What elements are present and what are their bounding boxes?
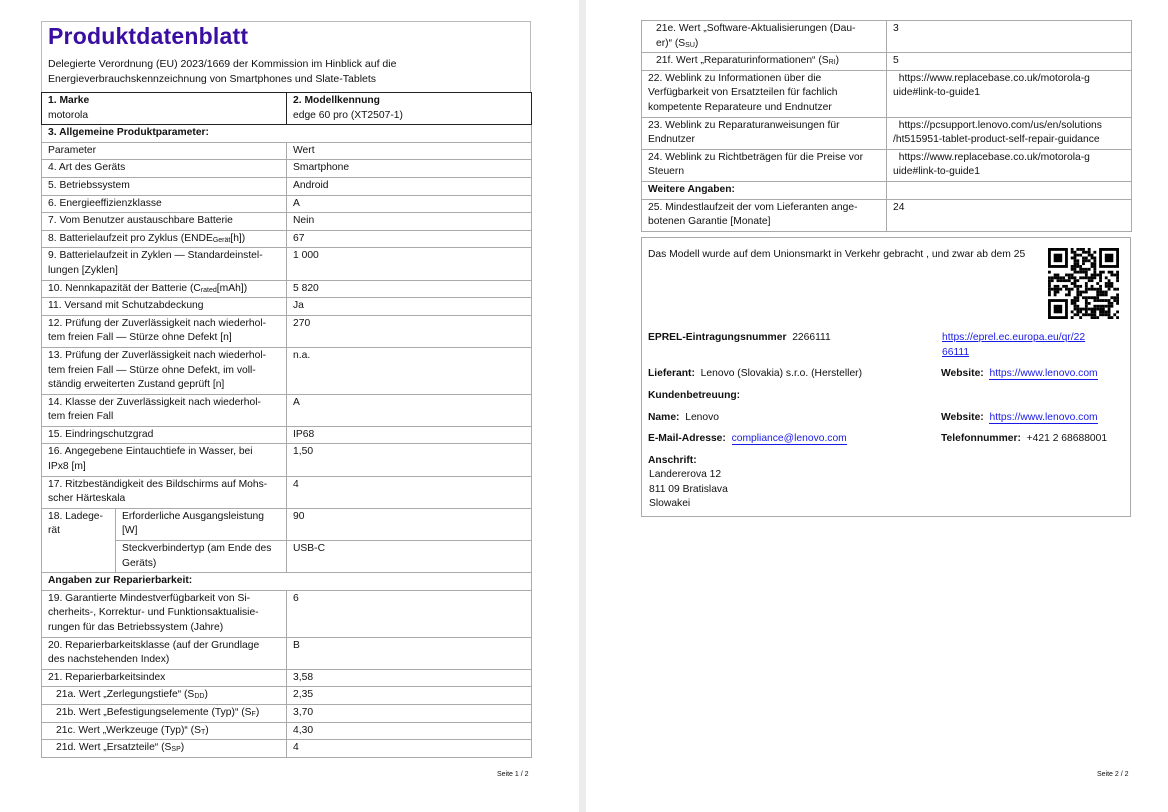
support-website-link[interactable]: https://www.lenovo.com xyxy=(989,412,1098,423)
parameter-label-cell xyxy=(42,394,287,426)
page-title: Produktdatenblatt xyxy=(48,23,249,49)
parameter-label-cell xyxy=(42,298,287,316)
parameter-subscript: SU xyxy=(685,41,695,49)
customer-support-label: Kundenbetreuung: xyxy=(648,390,741,401)
table-row xyxy=(42,669,532,687)
parameter-label-cell xyxy=(642,70,887,117)
parameter-value: 2,35 xyxy=(287,687,532,705)
phone-value: +421 2 68688001 xyxy=(1026,433,1108,444)
parameter-label-cell xyxy=(42,280,287,298)
parameter-value: 3,58 xyxy=(287,669,532,687)
table-row xyxy=(642,70,1132,117)
parameter-label: 7. Vom Benutzer austauschbare Batterie xyxy=(48,215,233,227)
parameter-label: 5. Betriebssystem xyxy=(48,179,130,191)
section-row xyxy=(642,181,1132,199)
parameter-label: Erforderliche Ausgangsleistung [W] xyxy=(116,508,287,540)
parameter-label: 21d. Wert „Ersatzteile“ (S xyxy=(56,742,172,754)
supplier-label: Lieferant: xyxy=(648,368,695,379)
parameter-label-suffix: [mAh]) xyxy=(216,282,248,294)
parameter-value: 4 xyxy=(287,476,532,508)
parameter-value: 4 xyxy=(287,740,532,758)
parameter-label-cell xyxy=(42,347,287,394)
model-cell xyxy=(287,93,532,125)
table-row xyxy=(42,298,532,316)
brand-value: motorola xyxy=(48,109,89,121)
parameter-label-suffix: ) xyxy=(835,55,840,67)
table-row xyxy=(642,199,1132,231)
address-label: Anschrift: xyxy=(648,455,697,466)
eprel-label: EPREL-Eintragungsnummer xyxy=(648,332,787,343)
parameter-label-cell xyxy=(642,149,887,181)
parameter-label: 15. Eindringschutzgrad xyxy=(48,428,154,440)
parameter-label: 13. Prüfung der Zuverlässigkeit nach wiederhol- tem freien Fall — Stürze ohne Defekt, im voll- ständig erweiterten Zustand geprüft [n] xyxy=(48,349,267,391)
page-1 xyxy=(0,0,579,812)
parameter-label: 16. Angegebene Eintauchtiefe in Wasser, bei IPx8 [m] xyxy=(48,446,253,473)
table-row xyxy=(42,347,532,394)
parameter-label: 22. Weblink zu Informationen über die Verfügbarkeit von Ersatzteilen für fachlich kompetente Reparateure und Endnutzer xyxy=(648,72,838,113)
parameter-label-cell xyxy=(642,21,887,53)
parameter-label-cell xyxy=(42,195,287,213)
parameter-label-cell xyxy=(642,117,887,149)
table-row xyxy=(42,476,532,508)
parameter-value: Android xyxy=(287,177,532,195)
parameter-value: https://www.replacebase.co.uk/motorola-g uide#link-to-guide1 xyxy=(887,149,1132,181)
parameter-value: 3 xyxy=(887,21,1132,53)
parameter-label: 19. Garantierte Mindestverfügbarkeit von Si- cherheits-, Korrektur- und Funktionsaktualisie- rungen für das Betriebssystem (Jahre) xyxy=(48,592,259,633)
table-row xyxy=(42,541,532,573)
parameter-label: 24. Weblink zu Richtbeträgen für die Preise vor Steuern xyxy=(648,151,864,178)
parameter-value: 5 820 xyxy=(287,280,532,298)
table-row xyxy=(42,230,532,248)
parameter-label-cell xyxy=(42,315,287,347)
page-number: Seite 2 / 2 xyxy=(1097,771,1129,778)
table-row xyxy=(42,444,532,476)
phone-label: Telefonnummer: xyxy=(941,433,1021,444)
parameter-label-suffix: ) xyxy=(204,689,208,701)
parameter-value: n.a. xyxy=(287,347,532,394)
page-number: Seite 1 / 2 xyxy=(497,771,529,778)
parameter-value: 90 xyxy=(287,508,532,540)
parameter-label-cell xyxy=(642,53,887,71)
parameter-label: Parameter xyxy=(48,144,97,156)
parameter-label-cell xyxy=(42,704,287,722)
brand-model-row xyxy=(42,93,532,125)
parameter-label-cell xyxy=(642,199,887,231)
parameter-value: https://pcsupport.lenovo.com/us/en/solutions /ht515951-tablet-product-self-repair-guidance xyxy=(887,117,1132,149)
parameter-value: 24 xyxy=(887,199,1132,231)
parameter-value: 6 xyxy=(287,590,532,637)
brand-cell xyxy=(42,93,287,125)
parameter-label-cell xyxy=(42,426,287,444)
parameter-value: Nein xyxy=(287,213,532,231)
table-row xyxy=(642,53,1132,71)
email-link[interactable]: compliance@lenovo.com xyxy=(731,433,847,444)
parameter-label: 8. Batterielaufzeit pro Zyklus (ENDE xyxy=(48,232,213,244)
table-row xyxy=(642,149,1132,181)
parameter-label: 21. Reparierbarkeitsindex xyxy=(48,671,166,683)
section-row xyxy=(42,125,532,143)
parameter-label: 21b. Wert „Befestigungselemente (Typ)“ (S xyxy=(56,706,252,718)
parameter-value: IP68 xyxy=(287,426,532,444)
parameter-label: 4. Art des Geräts xyxy=(48,162,126,174)
table-row xyxy=(42,315,532,347)
parameter-label: 10. Nennkapazität der Batterie (C xyxy=(48,282,201,294)
email-label: E-Mail-Adresse: xyxy=(648,433,726,444)
parameter-subscript: Gerät xyxy=(212,236,231,244)
empty-cell xyxy=(887,181,1132,199)
parameter-label: 21f. Wert „Reparaturinformationen“ (S xyxy=(656,55,829,67)
table-row xyxy=(42,508,532,540)
charger-label: 18. Ladege- rät xyxy=(42,508,116,572)
parameter-subscript: F xyxy=(251,710,256,718)
table-row xyxy=(42,637,532,669)
parameter-value: A xyxy=(287,195,532,213)
parameter-value: https://www.replacebase.co.uk/motorola-g uide#link-to-guide1 xyxy=(887,70,1132,117)
parameter-value: 1,50 xyxy=(287,444,532,476)
website-link[interactable]: https://www.lenovo.com xyxy=(989,368,1098,379)
repairability-table-continued xyxy=(641,20,1132,232)
name-value: Lenovo xyxy=(685,412,720,423)
parameter-subscript: SP xyxy=(171,746,181,754)
parameter-label-suffix: [h]) xyxy=(230,232,246,244)
parameter-label-cell xyxy=(42,722,287,740)
section-row xyxy=(42,573,532,591)
eprel-info-box xyxy=(641,237,1131,517)
table-row xyxy=(642,117,1132,149)
regulation-subtitle: Delegierte Verordnung (EU) 2023/1669 der Kommission im Hinblick auf die Energieverbrauchskennzeichnung von Smartphones und Slate-Tablets xyxy=(48,58,397,85)
table-row xyxy=(42,687,532,705)
name-label: Name: xyxy=(648,412,680,423)
title-box xyxy=(41,21,531,93)
parameter-subscript: rated xyxy=(200,286,217,294)
parameter-value: 67 xyxy=(287,230,532,248)
table-row xyxy=(42,177,532,195)
parameter-value: 1 000 xyxy=(287,248,532,280)
parameter-label-cell xyxy=(42,444,287,476)
parameter-label: 12. Prüfung der Zuverlässigkeit nach wiederhol- tem freien Fall — Stürze ohne Defekt [n] xyxy=(48,317,267,344)
parameter-label: 14. Klasse der Zuverlässigkeit nach wiederhol- tem freien Fall xyxy=(48,396,261,423)
eprel-link[interactable]: https://eprel.ec.europa.eu/qr/22 66111 xyxy=(942,332,1086,358)
supplier-value: Lenovo (Slovakia) s.r.o. (Hersteller) xyxy=(700,368,863,379)
parameter-label-cell xyxy=(42,669,287,687)
table-row xyxy=(42,394,532,426)
market-text: Das Modell wurde auf dem Unionsmarkt in Verkehr gebracht , und zwar ab dem 25 xyxy=(648,249,1026,260)
parameter-value: 3,70 xyxy=(287,704,532,722)
parameter-label: 21c. Wert „Werkzeuge (Typ)“ (S xyxy=(56,724,201,736)
section-heading: 3. Allgemeine Produktparameter: xyxy=(42,125,532,143)
parameter-label-cell xyxy=(42,476,287,508)
parameter-label: 11. Versand mit Schutzabdeckung xyxy=(48,300,204,312)
parameter-subscript: RI xyxy=(828,59,836,67)
table-row xyxy=(642,21,1132,53)
table-row xyxy=(42,280,532,298)
parameter-label-suffix: ) xyxy=(180,742,185,754)
table-row xyxy=(42,426,532,444)
parameter-value: USB-C xyxy=(287,541,532,573)
parameter-label: 17. Ritzbeständigkeit des Bildschirms auf Mohs- scher Härteskala xyxy=(48,478,268,505)
table-row xyxy=(42,590,532,637)
table-row xyxy=(42,704,532,722)
table-row xyxy=(42,740,532,758)
parameter-label: 9. Batterielaufzeit in Zyklen — Standardeinstel- lungen [Zyklen] xyxy=(48,250,263,276)
page-gap xyxy=(579,0,586,812)
parameter-label: 21e. Wert „Software-Aktualisierungen (Dau- er)“ (S xyxy=(656,23,856,49)
parameter-label-cell xyxy=(42,177,287,195)
section-heading: Angaben zur Reparierbarkeit: xyxy=(42,573,532,591)
table-row xyxy=(42,142,532,160)
section-heading: Weitere Angaben: xyxy=(642,181,887,199)
parameter-label-cell xyxy=(42,248,287,280)
parameter-label-cell xyxy=(42,740,287,758)
parameter-label-cell xyxy=(42,637,287,669)
table-row xyxy=(42,248,532,280)
eprel-number: 2266111 xyxy=(792,332,831,343)
parameter-label: 6. Energieeffizienzklasse xyxy=(48,197,162,209)
parameter-subscript: DD xyxy=(194,693,205,701)
parameter-label-cell xyxy=(42,687,287,705)
parameter-value: A xyxy=(287,394,532,426)
qr-code-icon xyxy=(1048,248,1119,319)
table-row xyxy=(42,195,532,213)
parameter-label: 20. Reparierbarkeitsklasse (auf der Grundlage des nachstehenden Index) xyxy=(48,639,260,666)
parameter-value: Ja xyxy=(287,298,532,316)
model-value: edge 60 pro (XT2507-1) xyxy=(293,109,403,121)
address-value: Landererova 12 811 09 Bratislava Slowakei xyxy=(649,469,728,509)
table-row xyxy=(42,213,532,231)
parameter-value: 270 xyxy=(287,315,532,347)
table-row xyxy=(42,722,532,740)
parameter-label-suffix: ) xyxy=(694,37,699,49)
product-parameters-table xyxy=(41,92,532,758)
parameter-label-suffix: ) xyxy=(205,724,209,736)
parameter-label-cell xyxy=(42,142,287,160)
parameter-label-suffix: ) xyxy=(255,706,260,718)
parameter-value: 4,30 xyxy=(287,722,532,740)
brand-label: 1. Marke xyxy=(48,95,90,106)
website-label: Website: xyxy=(941,412,984,423)
parameter-label-cell xyxy=(42,213,287,231)
table-row xyxy=(42,160,532,178)
website-label: Website: xyxy=(941,368,984,379)
parameter-value: 5 xyxy=(887,53,1132,71)
parameter-label-cell xyxy=(42,590,287,637)
parameter-label: 21a. Wert „Zerlegungstiefe“ (S xyxy=(56,689,195,701)
model-label: 2. Modellkennung xyxy=(293,95,380,106)
parameter-label-cell xyxy=(42,160,287,178)
parameter-value: Wert xyxy=(287,142,532,160)
parameter-label-cell xyxy=(42,230,287,248)
parameter-value: Smartphone xyxy=(287,160,532,178)
parameter-label: 23. Weblink zu Reparaturanweisungen für Endnutzer xyxy=(648,119,840,146)
parameter-subscript: T xyxy=(200,728,206,736)
parameter-value: B xyxy=(287,637,532,669)
parameter-label: 25. Mindestlaufzeit der vom Lieferanten ange- botenen Garantie [Monate] xyxy=(648,201,858,228)
parameter-label: Steckverbindertyp (am Ende des Geräts) xyxy=(116,541,287,573)
